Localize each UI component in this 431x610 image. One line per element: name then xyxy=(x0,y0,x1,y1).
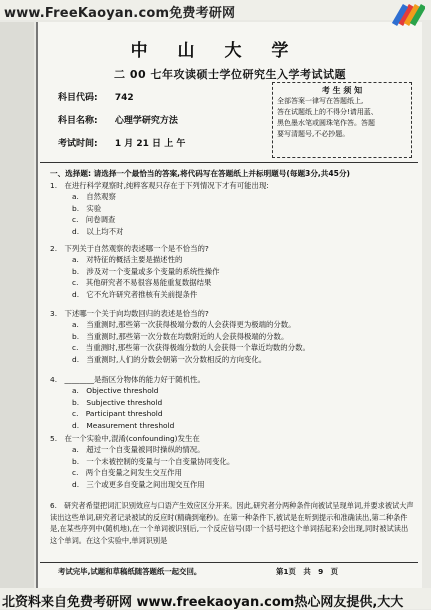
question-1 xyxy=(50,180,412,237)
question-option: c. 其他研究者不易很容易能重复数据结果 xyxy=(72,278,212,288)
notice-line: 黑色墨水笔或圆珠笔作答。答题 xyxy=(277,119,375,127)
question-option: c. 当重测时,那些第一次获得极端分数的人会获得一个靠近均数的分数。 xyxy=(72,343,310,353)
question-option: d. Measurement threshold xyxy=(72,420,175,430)
subject-name-row xyxy=(58,113,178,126)
school-title: 中 山 大 学 xyxy=(130,41,301,61)
question-option: b. 一个未被控制的变量与一个自变量协同变化。 xyxy=(72,456,235,466)
question-stem: 5. 在一个实验中,混淆(confounding)发生在 xyxy=(50,434,200,443)
question-option: a. 自然观察 xyxy=(72,192,116,202)
exam-time-label: 考试时间: xyxy=(58,139,98,149)
question-option: b. 涉及对一个变量或多个变量的系统性操作 xyxy=(72,266,220,276)
notice-line: 要写清题号,不必抄题。 xyxy=(277,130,350,138)
question-option: b. 当重测时,那些第一次分数在均数附近的人会获得极端的分数。 xyxy=(72,331,289,341)
exam-title: 二 00 七年攻读硕士学位研究生入学考试试题 xyxy=(114,68,346,81)
question-4 xyxy=(50,374,412,431)
subject-code-value: 742 xyxy=(114,93,134,103)
subject-name-value: 心理学研究方法 xyxy=(114,116,178,126)
notice-title: 考 生 须 知 xyxy=(321,86,363,95)
freekaoyan-logo-icon xyxy=(389,2,425,32)
question-option: d. 当重测时,人们的分数会朝第一次分数相反的方向变化。 xyxy=(72,354,267,364)
footer-instruction: 考试完毕,试题和草稿纸随答题纸一起交回。 xyxy=(58,567,202,576)
watermark-bar-top xyxy=(0,0,431,20)
question-stem: 3. 下述哪一个关于向均数回归的表述是恰当的? xyxy=(50,309,209,318)
subject-code-label: 科目代码: xyxy=(58,93,98,103)
question-option: c. 两个自变量之间发生交互作用 xyxy=(72,468,182,478)
divider xyxy=(40,162,418,163)
question-option: a. 对特征的概括主要是描述性的 xyxy=(72,255,183,265)
question-option: b. Subjective threshold xyxy=(72,397,163,407)
question-2 xyxy=(50,243,412,300)
question-option: a. 超过一个自变量被同时操纵的情况。 xyxy=(72,445,205,455)
footer-divider xyxy=(40,562,418,563)
exam-time-value: 1 月 21 日 上 午 xyxy=(114,139,186,149)
watermark-bottom: 北资料来自免费考研网 www.freekaoyan.com热心网友提供,大大 xyxy=(2,595,404,610)
watermark-top: www.FreeKaoyan.com免费考研网 xyxy=(4,6,236,21)
question-stem: 4. ________是指区分物体的能力好于随机性。 xyxy=(50,375,205,384)
question-option: d. 三个或更多自变量之间出现交互作用 xyxy=(72,479,205,489)
question-6: 6. 研究者希望把词汇识别效应与口语产生效应区分开来。因此,研究者分两种条件向被试呈现单词,并要求被试大声读出这些单词,研究者记录被试的反应时(精确到毫秒)。在第一种条件下,被试是在听到提示和准确读出,第二种条件是,在某些序列中(随机地),在一个单词被识别后,一个反应信号(即一个括号把这个单词括起来)会出现,同时被试读出这个单词。在这个实验中,单词识别是 xyxy=(50,501,414,545)
exam-time-row xyxy=(58,136,185,149)
question-option: d. 它不允许研究者推核有关前提条件 xyxy=(72,289,198,299)
notice-line: 答在试题纸上的不得分!请用蓝、 xyxy=(277,108,378,116)
question-stem: 1. 在进行科学观察时,纯粹客观只存在于下列情况下才有可能出现: xyxy=(50,181,269,190)
candidate-notice-box xyxy=(272,82,412,158)
section-heading: 一、选择题: 请选择一个最恰当的答案,将代码写在答题纸上并标明题号(每题3分,共45分) xyxy=(50,169,351,178)
page-number: 第1页 共 9 页 xyxy=(276,567,339,576)
question-option: c. Participant threshold xyxy=(72,409,163,419)
watermark-bar-bottom xyxy=(0,588,431,609)
subject-code-row xyxy=(58,90,134,103)
question-option: a. 当重测时,那些第一次获得极端分数的人会获得更为极端的分数。 xyxy=(72,320,296,330)
question-option: b. 实验 xyxy=(72,203,102,213)
question-option: c. 问卷调查 xyxy=(72,215,116,225)
question-option: d. 以上均不对 xyxy=(72,226,124,236)
question-option: a. Objective threshold xyxy=(72,386,159,396)
question-5 xyxy=(50,433,412,490)
question-3 xyxy=(50,308,412,365)
scan-left-edge xyxy=(0,22,34,590)
question-stem: 2. 下列关于自然观察的表述哪一个是不恰当的? xyxy=(50,244,209,253)
subject-name-label: 科目名称: xyxy=(58,116,98,126)
notice-line: 全部答案一律写在答题纸上, xyxy=(277,97,364,105)
